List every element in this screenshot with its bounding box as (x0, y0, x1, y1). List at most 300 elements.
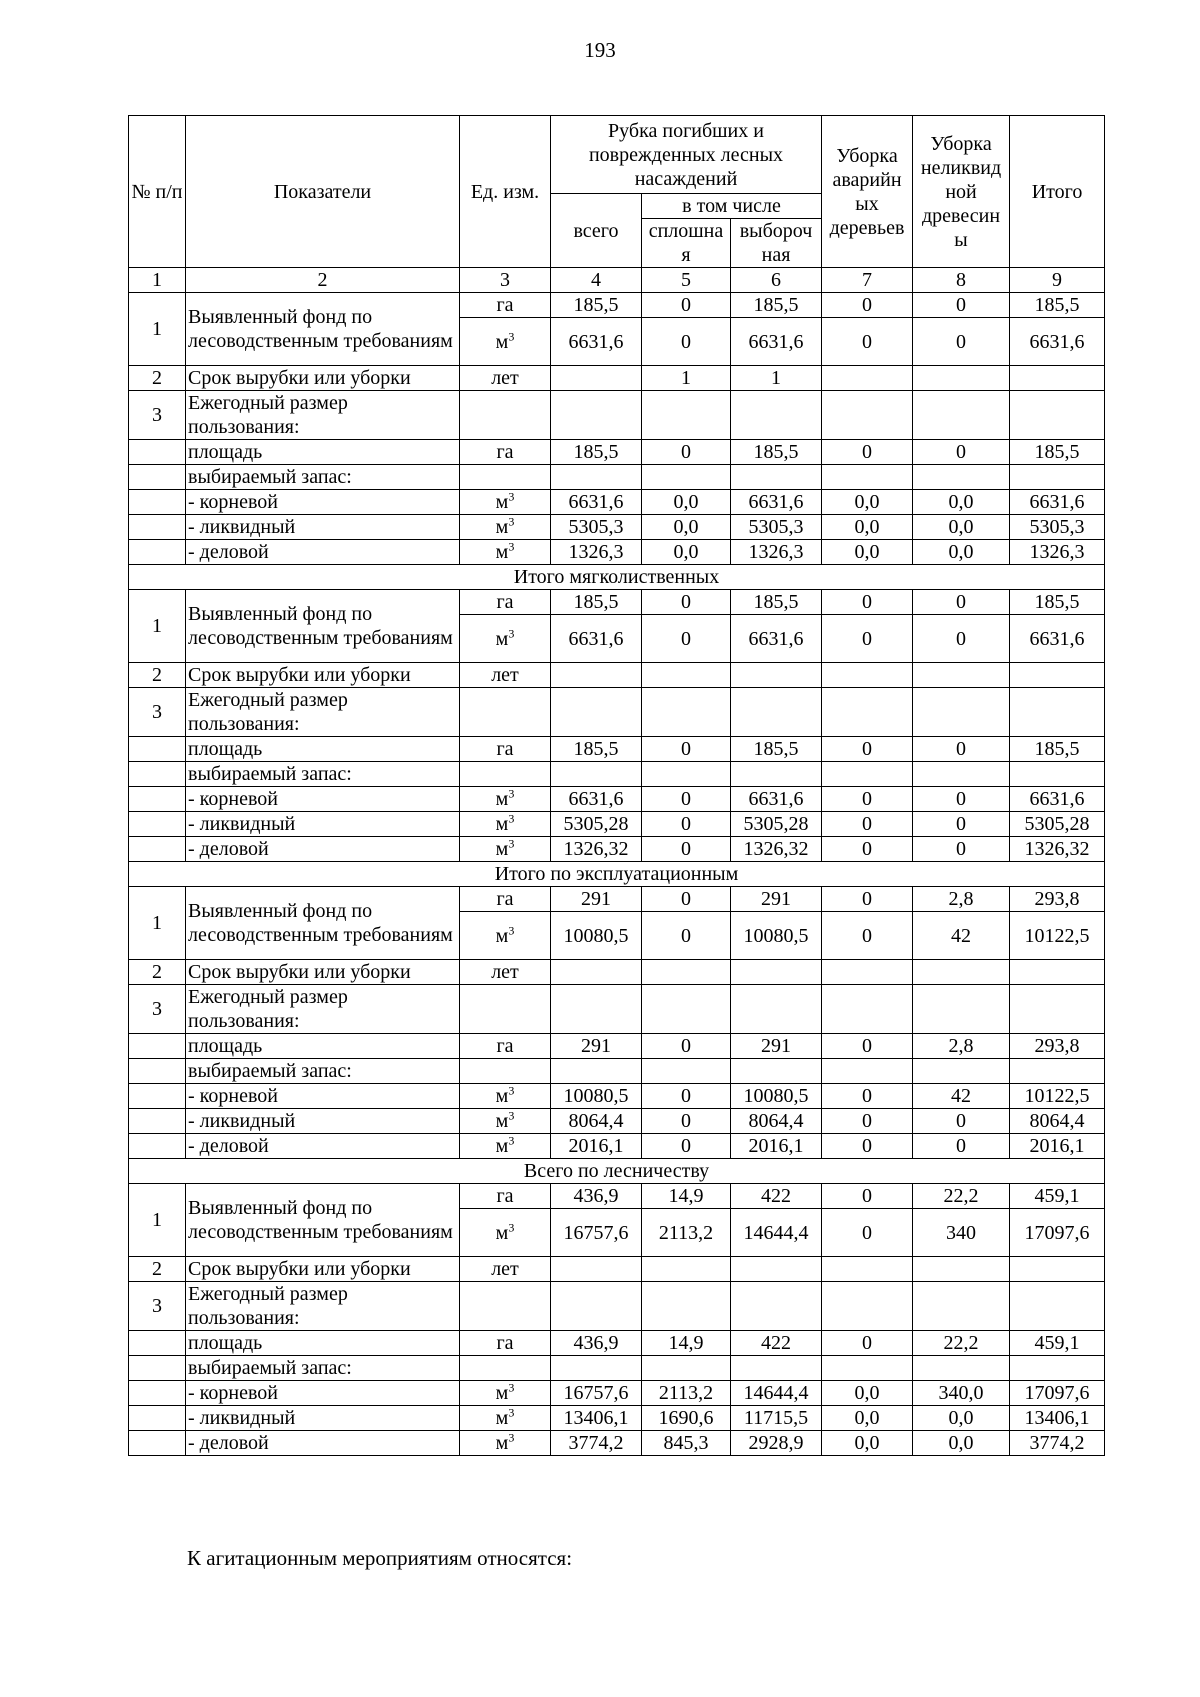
value-cell: 1 (731, 366, 822, 391)
value-cell: 42 (913, 912, 1010, 960)
value-cell: 6631,6 (1010, 490, 1105, 515)
value-cell: 0 (913, 787, 1010, 812)
row-number (129, 1034, 186, 1059)
value-cell (731, 1282, 822, 1331)
value-cell: 6631,6 (731, 318, 822, 366)
value-cell: 2016,1 (1010, 1134, 1105, 1159)
value-cell (551, 391, 642, 440)
value-cell: 22,2 (913, 1331, 1010, 1356)
unit-cell: га (460, 1184, 551, 1209)
value-cell (642, 1356, 731, 1381)
header-itogo: Итого (1010, 116, 1105, 268)
header-unit: Ед. изм. (460, 116, 551, 268)
value-cell: 0 (822, 293, 913, 318)
value-cell (642, 465, 731, 490)
value-cell: 185,5 (731, 737, 822, 762)
value-cell (551, 762, 642, 787)
column-number: 7 (822, 268, 913, 293)
header-indicator: Показатели (186, 116, 460, 268)
value-cell: 0,0 (642, 540, 731, 565)
row-number: 2 (129, 1257, 186, 1282)
unit-cell (460, 812, 551, 837)
row-number (129, 1109, 186, 1134)
value-cell (913, 985, 1010, 1034)
value-cell: 185,5 (1010, 440, 1105, 465)
unit-cubic-meter: $м^3$ (495, 1430, 515, 1454)
value-cell: 14644,4 (731, 1209, 822, 1257)
value-cell: 0 (642, 440, 731, 465)
value-cell: 1326,3 (1010, 540, 1105, 565)
value-cell (551, 663, 642, 688)
value-cell: 185,5 (1010, 293, 1105, 318)
value-cell (1010, 762, 1105, 787)
value-cell (913, 1356, 1010, 1381)
row-label: Срок вырубки или уборки (186, 960, 460, 985)
value-cell (822, 1257, 913, 1282)
value-cell: 5305,3 (731, 515, 822, 540)
value-cell: 0,0 (913, 490, 1010, 515)
column-number: 4 (551, 268, 642, 293)
row-label: выбираемый запас: (186, 1356, 460, 1381)
row-number (129, 737, 186, 762)
value-cell (551, 366, 642, 391)
value-cell: 6631,6 (731, 615, 822, 663)
row-label: выбираемый запас: (186, 465, 460, 490)
value-cell: 17097,6 (1010, 1381, 1105, 1406)
value-cell (731, 960, 822, 985)
value-cell (822, 688, 913, 737)
value-cell (731, 985, 822, 1034)
value-cell: 0 (913, 1134, 1010, 1159)
value-cell: 5305,28 (551, 812, 642, 837)
value-cell: 10122,5 (1010, 1084, 1105, 1109)
section-title: Всего по лесничеству (129, 1159, 1105, 1184)
row-label: - ликвидный (186, 1109, 460, 1134)
value-cell (642, 1059, 731, 1084)
row-label: - деловой (186, 1431, 460, 1456)
value-cell: 459,1 (1010, 1331, 1105, 1356)
row-number (129, 515, 186, 540)
value-cell: 293,8 (1010, 887, 1105, 912)
value-cell (731, 465, 822, 490)
value-cell: 0 (913, 737, 1010, 762)
unit-cell (460, 912, 551, 960)
value-cell (642, 960, 731, 985)
header-clear: сплошна я (642, 219, 731, 268)
value-cell: 436,9 (551, 1331, 642, 1356)
unit-cell (460, 837, 551, 862)
value-cell: 291 (731, 1034, 822, 1059)
value-cell: 0 (642, 1134, 731, 1159)
row-label: Выявленный фонд по лесоводственным требованиям (186, 887, 460, 960)
row-number (129, 490, 186, 515)
value-cell (642, 663, 731, 688)
value-cell (1010, 960, 1105, 985)
value-cell (822, 1059, 913, 1084)
value-cell: 340,0 (913, 1381, 1010, 1406)
unit-cell (460, 985, 551, 1034)
value-cell: 1326,32 (1010, 837, 1105, 862)
value-cell: 8064,4 (731, 1109, 822, 1134)
value-cell: 5305,3 (1010, 515, 1105, 540)
value-cell (822, 762, 913, 787)
value-cell (913, 1257, 1010, 1282)
unit-cubic-meter: $м^3$ (495, 836, 515, 860)
value-cell: 293,8 (1010, 1034, 1105, 1059)
value-cell: 0,0 (822, 1381, 913, 1406)
unit-cubic-meter: $м^3$ (495, 1405, 515, 1429)
row-number (129, 1356, 186, 1381)
value-cell (551, 465, 642, 490)
value-cell: 2016,1 (731, 1134, 822, 1159)
value-cell: 0 (913, 590, 1010, 615)
row-number: 2 (129, 366, 186, 391)
header-total-all: всего (551, 194, 642, 268)
value-cell: 16757,6 (551, 1381, 642, 1406)
section-title: Итого мягколиственных (129, 565, 1105, 590)
value-cell: 14,9 (642, 1184, 731, 1209)
unit-cubic-meter: $м^3$ (495, 514, 515, 538)
value-cell: 0 (822, 590, 913, 615)
value-cell: 0 (822, 812, 913, 837)
value-cell: 185,5 (1010, 737, 1105, 762)
value-cell: 3774,2 (1010, 1431, 1105, 1456)
row-label: Выявленный фонд по лесоводственным требованиям (186, 590, 460, 663)
value-cell: 6631,6 (731, 490, 822, 515)
value-cell: 0 (913, 1109, 1010, 1134)
value-cell: 5305,3 (551, 515, 642, 540)
value-cell: 422 (731, 1331, 822, 1356)
value-cell: 0,0 (822, 1431, 913, 1456)
forest-felling-table (128, 115, 1105, 1456)
value-cell: 6631,6 (1010, 318, 1105, 366)
row-label: - корневой (186, 787, 460, 812)
value-cell (913, 391, 1010, 440)
unit-cubic-meter: $м^3$ (495, 489, 515, 513)
value-cell (731, 688, 822, 737)
value-cell (642, 762, 731, 787)
row-label: площадь (186, 440, 460, 465)
value-cell: 0,0 (913, 1406, 1010, 1431)
row-label: - ликвидный (186, 812, 460, 837)
value-cell: 8064,4 (1010, 1109, 1105, 1134)
unit-cubic-meter: $м^3$ (495, 811, 515, 835)
value-cell: 0 (642, 1034, 731, 1059)
row-label: выбираемый запас: (186, 1059, 460, 1084)
row-number: 3 (129, 688, 186, 737)
unit-cell (460, 490, 551, 515)
value-cell: 0 (822, 1034, 913, 1059)
row-number: 3 (129, 391, 186, 440)
value-cell: 2,8 (913, 1034, 1010, 1059)
value-cell: 17097,6 (1010, 1209, 1105, 1257)
value-cell: 0 (642, 1084, 731, 1109)
value-cell (1010, 663, 1105, 688)
value-cell: 0 (822, 837, 913, 862)
value-cell: 0,0 (822, 515, 913, 540)
row-number (129, 1331, 186, 1356)
value-cell (1010, 1257, 1105, 1282)
unit-cell (460, 688, 551, 737)
value-cell (642, 688, 731, 737)
unit-cell (460, 540, 551, 565)
value-cell: 185,5 (551, 293, 642, 318)
value-cell (822, 985, 913, 1034)
value-cell: 6631,6 (551, 318, 642, 366)
value-cell: 5305,28 (731, 812, 822, 837)
row-number: 1 (129, 1184, 186, 1257)
row-label: - корневой (186, 1381, 460, 1406)
value-cell: 14,9 (642, 1331, 731, 1356)
unit-cell (460, 1282, 551, 1331)
unit-cubic-meter: $м^3$ (495, 786, 515, 810)
value-cell: 0 (642, 293, 731, 318)
value-cell: 14644,4 (731, 1381, 822, 1406)
column-number: 9 (1010, 268, 1105, 293)
header-including: в том числе (642, 194, 822, 219)
section-title: Итого по эксплуатационным (129, 862, 1105, 887)
value-cell: 1326,32 (731, 837, 822, 862)
unit-cubic-meter: $м^3$ (495, 625, 515, 650)
value-cell (642, 1257, 731, 1282)
row-label: Ежегодный размер пользования: (186, 688, 460, 737)
value-cell: 0 (642, 318, 731, 366)
row-label: Выявленный фонд по лесоводственным требованиям (186, 1184, 460, 1257)
row-label: Срок вырубки или уборки (186, 1257, 460, 1282)
value-cell: 0 (913, 293, 1010, 318)
value-cell (731, 663, 822, 688)
unit-cubic-meter: $м^3$ (495, 1380, 515, 1404)
value-cell: 6631,6 (551, 615, 642, 663)
value-cell (1010, 391, 1105, 440)
row-label: Ежегодный размер пользования: (186, 1282, 460, 1331)
value-cell: 6631,6 (731, 787, 822, 812)
footer-text: К агитационным мероприятиям относятся: (187, 1546, 573, 1570)
value-cell (822, 391, 913, 440)
value-cell: 185,5 (551, 440, 642, 465)
value-cell: 185,5 (731, 590, 822, 615)
value-cell (551, 1257, 642, 1282)
value-cell: 0 (822, 440, 913, 465)
value-cell (822, 1282, 913, 1331)
value-cell: 0,0 (822, 540, 913, 565)
value-cell: 0 (822, 787, 913, 812)
unit-cubic-meter: $м^3$ (495, 1083, 515, 1107)
column-number: 2 (186, 268, 460, 293)
unit-cubic-meter: $м^3$ (495, 328, 515, 353)
value-cell: 1326,3 (551, 540, 642, 565)
value-cell: 0 (822, 1209, 913, 1257)
value-cell: 42 (913, 1084, 1010, 1109)
value-cell: 1 (642, 366, 731, 391)
value-cell: 0,0 (822, 1406, 913, 1431)
value-cell: 6631,6 (551, 490, 642, 515)
value-cell: 13406,1 (551, 1406, 642, 1431)
value-cell (913, 1282, 1010, 1331)
row-number (129, 1059, 186, 1084)
unit-cubic-meter: $м^3$ (495, 922, 515, 947)
row-number: 2 (129, 663, 186, 688)
row-number (129, 787, 186, 812)
value-cell: 0,0 (822, 490, 913, 515)
column-number: 5 (642, 268, 731, 293)
unit-cell: лет (460, 663, 551, 688)
value-cell: 0 (822, 1184, 913, 1209)
unit-cubic-meter: $м^3$ (495, 1108, 515, 1132)
row-number: 1 (129, 590, 186, 663)
column-number: 8 (913, 268, 1010, 293)
value-cell (1010, 1282, 1105, 1331)
value-cell: 0 (822, 887, 913, 912)
value-cell (1010, 985, 1105, 1034)
value-cell: 0 (822, 1331, 913, 1356)
value-cell: 0 (822, 1109, 913, 1134)
value-cell (642, 1282, 731, 1331)
row-label: площадь (186, 737, 460, 762)
value-cell (731, 1356, 822, 1381)
value-cell: 436,9 (551, 1184, 642, 1209)
row-label: площадь (186, 1331, 460, 1356)
column-number: 6 (731, 268, 822, 293)
value-cell (551, 1356, 642, 1381)
row-number (129, 1134, 186, 1159)
value-cell: 0,0 (913, 515, 1010, 540)
value-cell: 422 (731, 1184, 822, 1209)
value-cell: 10080,5 (731, 912, 822, 960)
value-cell: 291 (731, 887, 822, 912)
value-cell: 2016,1 (551, 1134, 642, 1159)
unit-cell: лет (460, 1257, 551, 1282)
value-cell (731, 391, 822, 440)
unit-cell: га (460, 887, 551, 912)
value-cell: 459,1 (1010, 1184, 1105, 1209)
value-cell (822, 663, 913, 688)
unit-cubic-meter: $м^3$ (495, 1133, 515, 1157)
value-cell: 16757,6 (551, 1209, 642, 1257)
value-cell: 0 (822, 318, 913, 366)
row-label: - деловой (186, 540, 460, 565)
value-cell (913, 1059, 1010, 1084)
value-cell (1010, 1059, 1105, 1084)
value-cell (913, 663, 1010, 688)
value-cell (551, 1282, 642, 1331)
value-cell (642, 985, 731, 1034)
page-number: 193 (584, 38, 616, 62)
value-cell (913, 688, 1010, 737)
row-label: Ежегодный размер пользования: (186, 985, 460, 1034)
value-cell (551, 960, 642, 985)
unit-cubic-meter: $м^3$ (495, 1219, 515, 1244)
value-cell: 185,5 (1010, 590, 1105, 615)
unit-cell: лет (460, 960, 551, 985)
value-cell: 0 (642, 837, 731, 862)
value-cell (1010, 465, 1105, 490)
unit-cell (460, 1431, 551, 1456)
value-cell: 0 (642, 737, 731, 762)
unit-cell (460, 391, 551, 440)
value-cell: 0 (822, 615, 913, 663)
value-cell: 10080,5 (731, 1084, 822, 1109)
unit-cell (460, 1084, 551, 1109)
value-cell (731, 762, 822, 787)
row-number (129, 837, 186, 862)
unit-cell: лет (460, 366, 551, 391)
value-cell: 185,5 (731, 440, 822, 465)
unit-cell: га (460, 737, 551, 762)
value-cell: 0 (913, 615, 1010, 663)
value-cell: 22,2 (913, 1184, 1010, 1209)
value-cell: 185,5 (731, 293, 822, 318)
value-cell: 6631,6 (551, 787, 642, 812)
value-cell (913, 762, 1010, 787)
row-number (129, 1381, 186, 1406)
unit-cell (460, 1209, 551, 1257)
row-number: 3 (129, 985, 186, 1034)
value-cell (1010, 1356, 1105, 1381)
row-number (129, 1431, 186, 1456)
value-cell: 5305,28 (1010, 812, 1105, 837)
row-label: - корневой (186, 490, 460, 515)
unit-cell: га (460, 440, 551, 465)
value-cell: 291 (551, 887, 642, 912)
unit-cell (460, 1059, 551, 1084)
unit-cell: га (460, 1331, 551, 1356)
value-cell (822, 465, 913, 490)
header-emergency: Уборка аварийн ых деревьев (822, 116, 913, 268)
value-cell: 0 (642, 1109, 731, 1134)
value-cell (731, 1059, 822, 1084)
unit-cell (460, 1134, 551, 1159)
value-cell: 0 (822, 1134, 913, 1159)
value-cell: 1326,32 (551, 837, 642, 862)
value-cell (642, 391, 731, 440)
value-cell (913, 366, 1010, 391)
value-cell: 2928,9 (731, 1431, 822, 1456)
value-cell: 0 (822, 1084, 913, 1109)
value-cell (551, 1059, 642, 1084)
value-cell: 291 (551, 1034, 642, 1059)
value-cell: 0,0 (913, 540, 1010, 565)
unit-cell: га (460, 1034, 551, 1059)
value-cell (913, 465, 1010, 490)
row-number (129, 1084, 186, 1109)
value-cell: 0 (642, 887, 731, 912)
value-cell: 185,5 (551, 590, 642, 615)
value-cell (551, 985, 642, 1034)
value-cell: 0 (822, 737, 913, 762)
value-cell (913, 960, 1010, 985)
header-selective: выбороч ная (731, 219, 822, 268)
unit-cell (460, 465, 551, 490)
value-cell: 0 (913, 440, 1010, 465)
unit-cell (460, 1406, 551, 1431)
unit-cell: га (460, 590, 551, 615)
value-cell: 340 (913, 1209, 1010, 1257)
header-illiquid: Уборка неликвид ной древесин ы (913, 116, 1010, 268)
value-cell: 0 (822, 912, 913, 960)
row-label: выбираемый запас: (186, 762, 460, 787)
value-cell (822, 366, 913, 391)
value-cell: 1326,3 (731, 540, 822, 565)
row-number (129, 1406, 186, 1431)
header-num: № п/п (129, 116, 186, 268)
unit-cell (460, 515, 551, 540)
row-number (129, 440, 186, 465)
value-cell: 845,3 (642, 1431, 731, 1456)
value-cell: 0 (642, 812, 731, 837)
unit-cell (460, 787, 551, 812)
column-number: 3 (460, 268, 551, 293)
